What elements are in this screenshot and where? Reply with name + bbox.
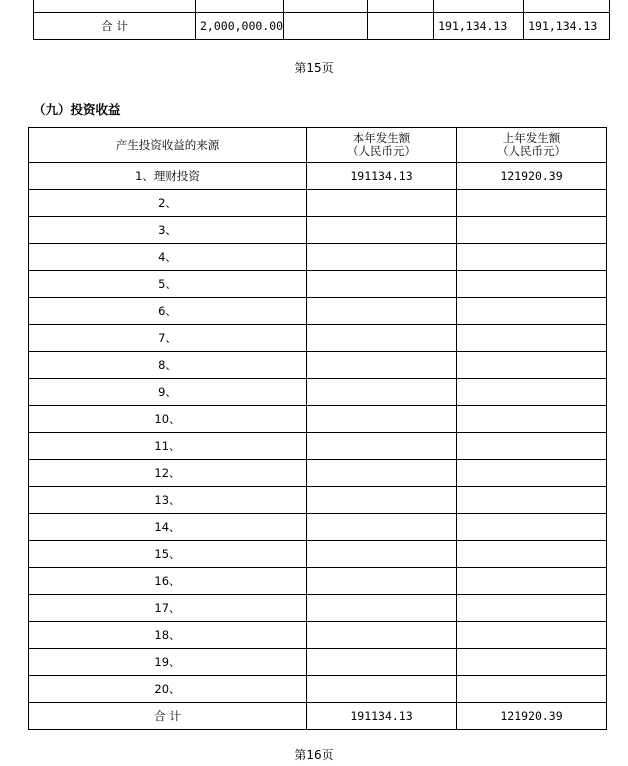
row-source-label: 2、 (29, 190, 307, 217)
table-row (29, 622, 607, 649)
row-previous-value (457, 217, 607, 244)
row-previous-value (457, 298, 607, 325)
row-current-value (307, 433, 457, 460)
previous-table-fragment (33, 0, 610, 40)
table-body (29, 163, 607, 703)
row-previous-value (457, 595, 607, 622)
row-current-value (307, 487, 457, 514)
table-row (29, 568, 607, 595)
total-col6: 191,134.13 (524, 13, 610, 40)
table-row (29, 595, 607, 622)
row-source-label: 1、理财投资 (29, 163, 307, 190)
row-source-label: 7、 (29, 325, 307, 352)
total-amount: 2,000,000.00 (196, 13, 284, 40)
row-previous-value (457, 244, 607, 271)
header-previous-year: 上年发生额 （人民币元） (457, 128, 607, 163)
row-source-label: 12、 (29, 460, 307, 487)
total-label: 合 计 (34, 13, 196, 40)
row-source-label: 18、 (29, 622, 307, 649)
row-previous-value (457, 433, 607, 460)
row-source-label: 10、 (29, 406, 307, 433)
table-row (29, 244, 607, 271)
table-row (29, 676, 607, 703)
total-current: 191134.13 (307, 703, 457, 730)
table-row (29, 271, 607, 298)
row-source-label: 5、 (29, 271, 307, 298)
row-source-label: 3、 (29, 217, 307, 244)
row-source-label: 17、 (29, 595, 307, 622)
page-number-15: 第15页 (294, 61, 334, 75)
row-source-label: 11、 (29, 433, 307, 460)
header-row (29, 128, 607, 163)
row-source-label: 13、 (29, 487, 307, 514)
row-source-label: 19、 (29, 649, 307, 676)
row-source-label: 15、 (29, 541, 307, 568)
row-current-value: 191134.13 (307, 163, 457, 190)
row-current-value (307, 595, 457, 622)
row-current-value (307, 217, 457, 244)
row-previous-value (457, 460, 607, 487)
row-current-value (307, 406, 457, 433)
row-current-value (307, 568, 457, 595)
table-row (29, 298, 607, 325)
table-row (29, 163, 607, 190)
row-current-value (307, 379, 457, 406)
total-row (29, 703, 607, 730)
total-previous: 121920.39 (457, 703, 607, 730)
row-current-value (307, 271, 457, 298)
row-current-value (307, 541, 457, 568)
table-row (29, 190, 607, 217)
table-row-stub (34, 0, 610, 13)
table-row (29, 514, 607, 541)
row-previous-value (457, 487, 607, 514)
row-previous-value (457, 514, 607, 541)
row-source-label: 14、 (29, 514, 307, 541)
row-current-value (307, 244, 457, 271)
investment-income-table (28, 127, 607, 730)
total-label: 合 计 (29, 703, 307, 730)
row-source-label: 9、 (29, 379, 307, 406)
total-row (34, 13, 610, 40)
row-source-label: 20、 (29, 676, 307, 703)
row-previous-value (457, 568, 607, 595)
header-source: 产生投资收益的来源 (29, 128, 307, 163)
table-row (29, 460, 607, 487)
row-source-label: 4、 (29, 244, 307, 271)
row-current-value (307, 649, 457, 676)
row-previous-value (457, 325, 607, 352)
row-previous-value (457, 352, 607, 379)
table-row (29, 379, 607, 406)
row-current-value (307, 514, 457, 541)
row-previous-value: 121920.39 (457, 163, 607, 190)
table-row (29, 352, 607, 379)
header-current-year: 本年发生额 （人民币元） (307, 128, 457, 163)
row-previous-value (457, 649, 607, 676)
section-title: （九）投资收益 (33, 102, 121, 117)
row-source-label: 8、 (29, 352, 307, 379)
row-previous-value (457, 622, 607, 649)
row-previous-value (457, 541, 607, 568)
table-row (29, 217, 607, 244)
table-row (29, 541, 607, 568)
row-current-value (307, 352, 457, 379)
row-previous-value (457, 271, 607, 298)
row-previous-value (457, 379, 607, 406)
table-row (29, 406, 607, 433)
row-source-label: 6、 (29, 298, 307, 325)
table-row (29, 325, 607, 352)
total-col5: 191,134.13 (434, 13, 524, 40)
table-row (29, 433, 607, 460)
table-row (29, 649, 607, 676)
row-current-value (307, 325, 457, 352)
page-number-16: 第16页 (294, 748, 334, 762)
row-current-value (307, 460, 457, 487)
table-row (29, 487, 607, 514)
row-current-value (307, 190, 457, 217)
row-previous-value (457, 406, 607, 433)
row-previous-value (457, 190, 607, 217)
row-previous-value (457, 676, 607, 703)
row-source-label: 16、 (29, 568, 307, 595)
row-current-value (307, 298, 457, 325)
row-current-value (307, 676, 457, 703)
row-current-value (307, 622, 457, 649)
